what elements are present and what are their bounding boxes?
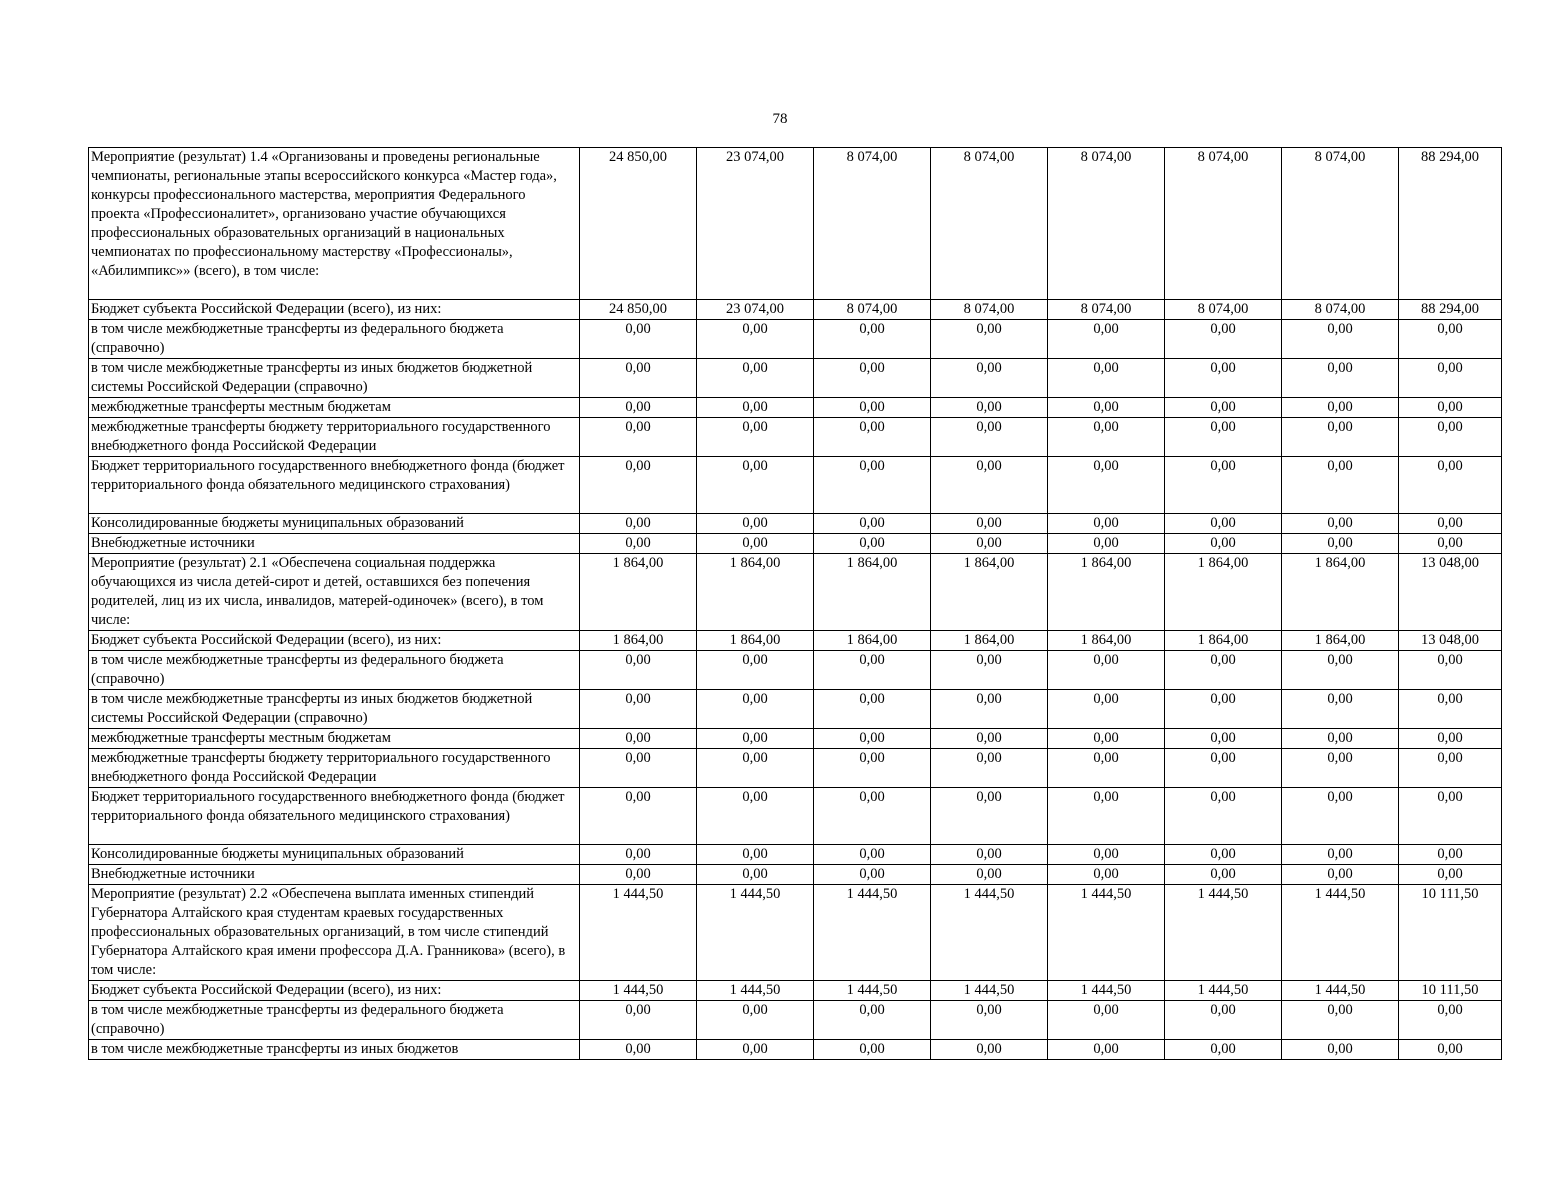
value-cell: 0,00 (1048, 651, 1165, 690)
value-cell: 24 850,00 (580, 148, 697, 300)
value-cell: 0,00 (580, 651, 697, 690)
value-cell: 0,00 (931, 788, 1048, 845)
value-cell: 0,00 (1282, 320, 1399, 359)
table-row (89, 418, 1502, 457)
total-cell: 0,00 (1399, 690, 1502, 729)
value-cell: 0,00 (1282, 418, 1399, 457)
value-cell: 1 444,50 (814, 981, 931, 1001)
value-cell: 0,00 (1165, 534, 1282, 554)
value-cell: 1 444,50 (1165, 885, 1282, 981)
row-label: Бюджет субъекта Российской Федерации (всего), из них: (89, 631, 580, 651)
value-cell: 0,00 (814, 457, 931, 514)
row-label: Бюджет территориального государственного внебюджетного фонда (бюджет территориального фонда обязательного медицинского страхования) (89, 457, 580, 514)
value-cell: 0,00 (580, 320, 697, 359)
row-label: Бюджет субъекта Российской Федерации (всего), из них: (89, 300, 580, 320)
value-cell: 1 444,50 (931, 981, 1048, 1001)
value-cell: 0,00 (580, 534, 697, 554)
value-cell: 0,00 (580, 418, 697, 457)
value-cell: 1 444,50 (814, 885, 931, 981)
value-cell: 0,00 (1165, 320, 1282, 359)
total-cell: 0,00 (1399, 651, 1502, 690)
row-label: Консолидированные бюджеты муниципальных образований (89, 845, 580, 865)
value-cell: 0,00 (580, 865, 697, 885)
value-cell: 0,00 (931, 845, 1048, 865)
value-cell: 0,00 (1165, 845, 1282, 865)
value-cell: 0,00 (1165, 729, 1282, 749)
total-cell: 10 111,50 (1399, 885, 1502, 981)
value-cell: 0,00 (1048, 1001, 1165, 1040)
total-cell: 0,00 (1399, 749, 1502, 788)
value-cell: 0,00 (814, 788, 931, 845)
row-label: в том числе межбюджетные трансферты из иных бюджетов бюджетной системы Российской Федерации (справочно) (89, 690, 580, 729)
value-cell: 0,00 (580, 1040, 697, 1060)
value-cell: 1 864,00 (931, 554, 1048, 631)
value-cell: 0,00 (1282, 398, 1399, 418)
table-row (89, 457, 1502, 514)
value-cell: 0,00 (697, 1001, 814, 1040)
value-cell: 0,00 (931, 359, 1048, 398)
value-cell: 0,00 (697, 651, 814, 690)
value-cell: 0,00 (697, 534, 814, 554)
value-cell: 0,00 (580, 690, 697, 729)
value-cell: 1 864,00 (1165, 631, 1282, 651)
value-cell: 0,00 (931, 320, 1048, 359)
total-cell: 0,00 (1399, 359, 1502, 398)
row-label: в том числе межбюджетные трансферты из федерального бюджета (справочно) (89, 1001, 580, 1040)
value-cell: 0,00 (1165, 1001, 1282, 1040)
table-row (89, 359, 1502, 398)
value-cell: 0,00 (697, 845, 814, 865)
total-cell: 10 111,50 (1399, 981, 1502, 1001)
value-cell: 0,00 (1048, 534, 1165, 554)
budget-table (88, 147, 1502, 1060)
total-cell: 0,00 (1399, 1001, 1502, 1040)
total-cell: 0,00 (1399, 514, 1502, 534)
value-cell: 0,00 (814, 514, 931, 534)
value-cell: 0,00 (1282, 865, 1399, 885)
value-cell: 0,00 (580, 845, 697, 865)
value-cell: 0,00 (1165, 398, 1282, 418)
value-cell: 0,00 (697, 1040, 814, 1060)
value-cell: 0,00 (697, 729, 814, 749)
total-cell: 0,00 (1399, 788, 1502, 845)
value-cell: 0,00 (1048, 1040, 1165, 1060)
value-cell: 0,00 (1165, 1040, 1282, 1060)
value-cell: 0,00 (814, 651, 931, 690)
total-cell: 0,00 (1399, 457, 1502, 514)
value-cell: 0,00 (1165, 514, 1282, 534)
value-cell: 0,00 (580, 359, 697, 398)
value-cell: 8 074,00 (1165, 148, 1282, 300)
value-cell: 0,00 (1165, 788, 1282, 845)
value-cell: 0,00 (1282, 749, 1399, 788)
value-cell: 1 864,00 (580, 554, 697, 631)
row-label: Мероприятие (результат) 1.4 «Организованы и проведены региональные чемпионаты, региональные этапы всероссийского конкурса «Мастер года», конкурсы профессионального мастерства, мероприятия Федерального проекта «Профессионалитет», организовано участие обучающихся профессиональных образовательных организаций в национальных чемпионатах по профессиональному мастерству «Профессионалы», «Абилимпикс»» (всего), в том числе: (89, 148, 580, 300)
value-cell: 0,00 (1048, 865, 1165, 885)
row-label: в том числе межбюджетные трансферты из федерального бюджета (справочно) (89, 320, 580, 359)
row-label: межбюджетные трансферты местным бюджетам (89, 398, 580, 418)
value-cell: 0,00 (931, 418, 1048, 457)
value-cell: 0,00 (1282, 1040, 1399, 1060)
table-row (89, 885, 1502, 981)
value-cell: 0,00 (1282, 359, 1399, 398)
value-cell: 0,00 (814, 1001, 931, 1040)
value-cell: 0,00 (931, 1001, 1048, 1040)
total-cell: 0,00 (1399, 729, 1502, 749)
total-cell: 0,00 (1399, 865, 1502, 885)
value-cell: 0,00 (814, 690, 931, 729)
value-cell: 1 864,00 (1282, 554, 1399, 631)
value-cell: 1 864,00 (580, 631, 697, 651)
row-label: межбюджетные трансферты местным бюджетам (89, 729, 580, 749)
value-cell: 1 864,00 (697, 631, 814, 651)
value-cell: 0,00 (931, 749, 1048, 788)
value-cell: 1 444,50 (1048, 981, 1165, 1001)
value-cell: 0,00 (814, 1040, 931, 1060)
value-cell: 1 444,50 (1048, 885, 1165, 981)
value-cell: 1 444,50 (1282, 981, 1399, 1001)
table-row (89, 749, 1502, 788)
total-cell: 0,00 (1399, 320, 1502, 359)
value-cell: 1 864,00 (814, 554, 931, 631)
table-row (89, 865, 1502, 885)
value-cell: 0,00 (814, 534, 931, 554)
value-cell: 0,00 (697, 865, 814, 885)
value-cell: 0,00 (1165, 690, 1282, 729)
value-cell: 0,00 (931, 514, 1048, 534)
value-cell: 0,00 (697, 514, 814, 534)
value-cell: 0,00 (1165, 457, 1282, 514)
value-cell: 0,00 (1282, 788, 1399, 845)
value-cell: 0,00 (1282, 729, 1399, 749)
row-label: Консолидированные бюджеты муниципальных образований (89, 514, 580, 534)
row-label: Внебюджетные источники (89, 534, 580, 554)
value-cell: 8 074,00 (1282, 148, 1399, 300)
value-cell: 8 074,00 (1048, 300, 1165, 320)
value-cell: 0,00 (1048, 418, 1165, 457)
value-cell: 8 074,00 (814, 148, 931, 300)
value-cell: 0,00 (1282, 514, 1399, 534)
value-cell: 0,00 (697, 359, 814, 398)
value-cell: 0,00 (1165, 749, 1282, 788)
value-cell: 0,00 (580, 457, 697, 514)
value-cell: 0,00 (814, 729, 931, 749)
row-label: Мероприятие (результат) 2.1 «Обеспечена социальная поддержка обучающихся из числа детей-сирот и детей, оставшихся без попечения родителей, лиц из их числа, инвалидов, матерей-одиночек» (всего), в том числе: (89, 554, 580, 631)
table-row (89, 981, 1502, 1001)
table-row (89, 534, 1502, 554)
value-cell: 1 864,00 (814, 631, 931, 651)
table-row (89, 690, 1502, 729)
value-cell: 0,00 (1165, 651, 1282, 690)
table-row (89, 845, 1502, 865)
value-cell: 8 074,00 (1282, 300, 1399, 320)
value-cell: 0,00 (1048, 690, 1165, 729)
value-cell: 0,00 (580, 514, 697, 534)
value-cell: 0,00 (580, 788, 697, 845)
row-label: в том числе межбюджетные трансферты из иных бюджетов (89, 1040, 580, 1060)
row-label: Бюджет субъекта Российской Федерации (всего), из них: (89, 981, 580, 1001)
value-cell: 0,00 (1165, 359, 1282, 398)
value-cell: 1 864,00 (1048, 554, 1165, 631)
total-cell: 13 048,00 (1399, 554, 1502, 631)
total-cell: 13 048,00 (1399, 631, 1502, 651)
value-cell: 1 444,50 (580, 981, 697, 1001)
value-cell: 0,00 (814, 359, 931, 398)
value-cell: 0,00 (814, 845, 931, 865)
total-cell: 88 294,00 (1399, 300, 1502, 320)
value-cell: 0,00 (1282, 845, 1399, 865)
value-cell: 0,00 (1048, 457, 1165, 514)
table-row (89, 554, 1502, 631)
value-cell: 0,00 (1048, 359, 1165, 398)
value-cell: 0,00 (1282, 1001, 1399, 1040)
value-cell: 1 444,50 (580, 885, 697, 981)
value-cell: 0,00 (697, 749, 814, 788)
value-cell: 1 444,50 (931, 885, 1048, 981)
value-cell: 0,00 (697, 788, 814, 845)
value-cell: 0,00 (580, 749, 697, 788)
row-label: межбюджетные трансферты бюджету территориального государственного внебюджетного фонда Российской Федерации (89, 749, 580, 788)
value-cell: 0,00 (1282, 534, 1399, 554)
value-cell: 0,00 (1048, 514, 1165, 534)
value-cell: 0,00 (931, 534, 1048, 554)
value-cell: 0,00 (1048, 845, 1165, 865)
value-cell: 8 074,00 (931, 148, 1048, 300)
value-cell: 1 864,00 (1282, 631, 1399, 651)
value-cell: 0,00 (1048, 398, 1165, 418)
value-cell: 24 850,00 (580, 300, 697, 320)
value-cell: 0,00 (580, 729, 697, 749)
table-row (89, 320, 1502, 359)
value-cell: 23 074,00 (697, 300, 814, 320)
row-label: межбюджетные трансферты бюджету территориального государственного внебюджетного фонда Российской Федерации (89, 418, 580, 457)
value-cell: 0,00 (1048, 729, 1165, 749)
value-cell: 0,00 (814, 749, 931, 788)
row-label: Внебюджетные источники (89, 865, 580, 885)
value-cell: 0,00 (931, 729, 1048, 749)
total-cell: 0,00 (1399, 1040, 1502, 1060)
table-row (89, 651, 1502, 690)
value-cell: 8 074,00 (1165, 300, 1282, 320)
table-row (89, 398, 1502, 418)
value-cell: 0,00 (1048, 320, 1165, 359)
table-row (89, 1040, 1502, 1060)
table-row (89, 631, 1502, 651)
total-cell: 88 294,00 (1399, 148, 1502, 300)
table-row (89, 788, 1502, 845)
value-cell: 8 074,00 (1048, 148, 1165, 300)
value-cell: 0,00 (1165, 865, 1282, 885)
value-cell: 0,00 (697, 398, 814, 418)
value-cell: 0,00 (697, 457, 814, 514)
value-cell: 1 444,50 (697, 981, 814, 1001)
value-cell: 0,00 (814, 398, 931, 418)
total-cell: 0,00 (1399, 845, 1502, 865)
value-cell: 1 864,00 (1048, 631, 1165, 651)
value-cell: 0,00 (1282, 457, 1399, 514)
value-cell: 1 444,50 (1165, 981, 1282, 1001)
value-cell: 0,00 (931, 398, 1048, 418)
row-label: в том числе межбюджетные трансферты из иных бюджетов бюджетной системы Российской Федерации (справочно) (89, 359, 580, 398)
value-cell: 0,00 (1282, 690, 1399, 729)
value-cell: 1 864,00 (931, 631, 1048, 651)
row-label: в том числе межбюджетные трансферты из федерального бюджета (справочно) (89, 651, 580, 690)
row-label: Бюджет территориального государственного внебюджетного фонда (бюджет территориального фонда обязательного медицинского страхования) (89, 788, 580, 845)
value-cell: 0,00 (814, 865, 931, 885)
value-cell: 0,00 (697, 690, 814, 729)
total-cell: 0,00 (1399, 398, 1502, 418)
value-cell: 1 864,00 (697, 554, 814, 631)
value-cell: 0,00 (580, 398, 697, 418)
table-row (89, 1001, 1502, 1040)
value-cell: 0,00 (697, 320, 814, 359)
value-cell: 0,00 (931, 457, 1048, 514)
table-row (89, 300, 1502, 320)
value-cell: 0,00 (1165, 418, 1282, 457)
table-row (89, 514, 1502, 534)
table-row (89, 148, 1502, 300)
value-cell: 1 444,50 (697, 885, 814, 981)
value-cell: 0,00 (931, 1040, 1048, 1060)
value-cell: 0,00 (931, 651, 1048, 690)
value-cell: 0,00 (1282, 651, 1399, 690)
row-label: Мероприятие (результат) 2.2 «Обеспечена выплата именных стипендий Губернатора Алтайского края студентам краевых государственных профессиональных образовательных организаций, в том числе стипендий Губернатора Алтайского края имени профессора Д.А. Гранникова» (всего), в том числе: (89, 885, 580, 981)
total-cell: 0,00 (1399, 418, 1502, 457)
budget-table-body (89, 148, 1502, 1060)
page-number: 78 (772, 111, 788, 127)
value-cell: 0,00 (697, 418, 814, 457)
total-cell: 0,00 (1399, 534, 1502, 554)
value-cell: 0,00 (814, 418, 931, 457)
table-row (89, 729, 1502, 749)
value-cell: 1 864,00 (1165, 554, 1282, 631)
value-cell: 8 074,00 (931, 300, 1048, 320)
value-cell: 0,00 (931, 865, 1048, 885)
value-cell: 0,00 (1048, 788, 1165, 845)
value-cell: 0,00 (814, 320, 931, 359)
value-cell: 0,00 (931, 690, 1048, 729)
value-cell: 23 074,00 (697, 148, 814, 300)
value-cell: 0,00 (580, 1001, 697, 1040)
value-cell: 0,00 (1048, 749, 1165, 788)
value-cell: 1 444,50 (1282, 885, 1399, 981)
value-cell: 8 074,00 (814, 300, 931, 320)
